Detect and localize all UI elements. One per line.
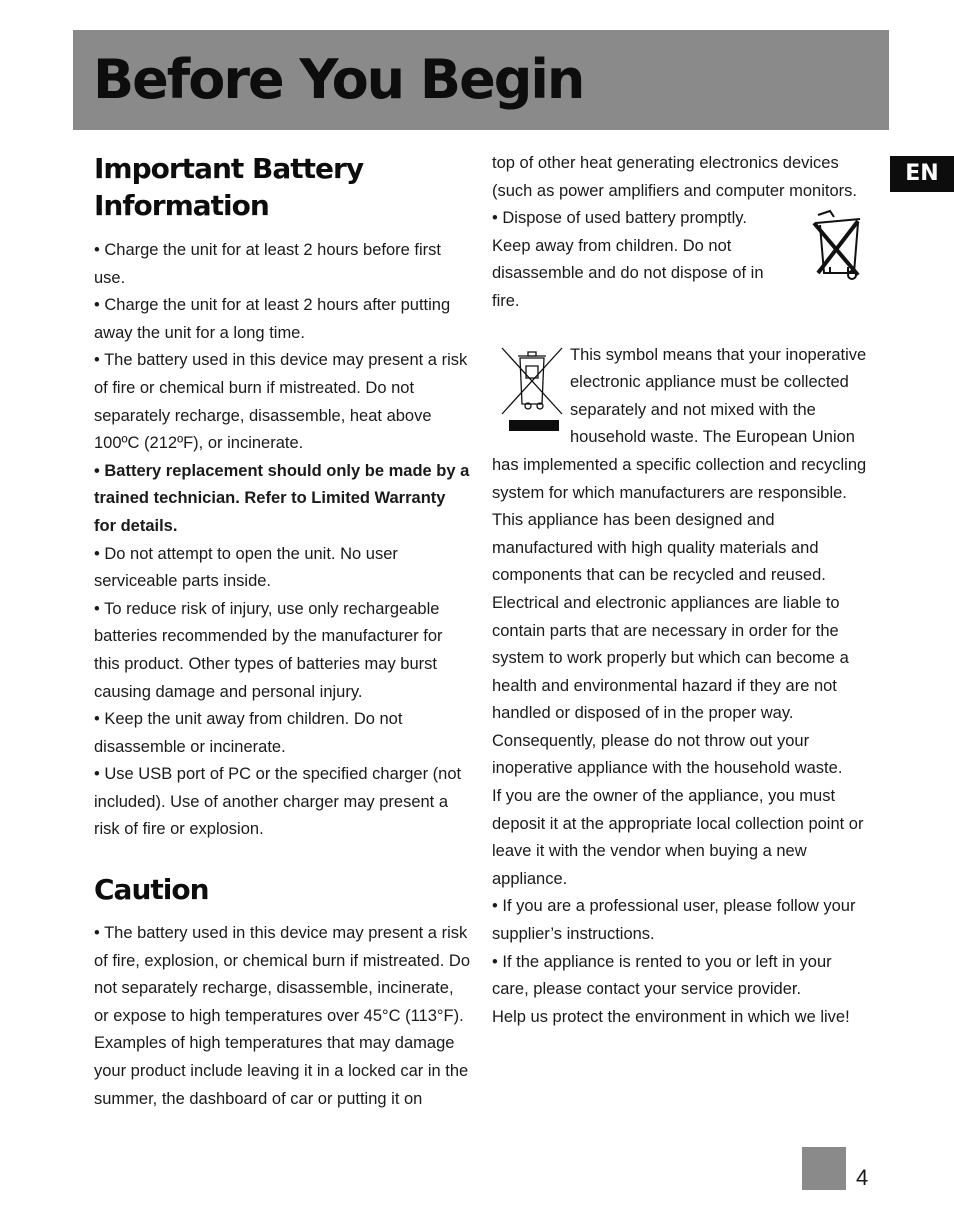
symbol-text: This symbol means that your inoperative electronic appliance must be collected separately and not mixed with the household waste. The European Union has implemented a specific collection and recycling system for which manufacturers are responsible. (492, 345, 867, 502)
battery-item: • Keep the unit away from children. Do not disassemble or incinerate. (94, 710, 403, 756)
dispose-text: • Dispose of used battery promptly. Keep away from children. Do not disassemble and do not dispose of in fire. (492, 209, 764, 310)
page-title: Before You Begin (93, 48, 584, 111)
battery-item: • Charge the unit for at least 2 hours before first use. (94, 241, 441, 287)
battery-item: • Use USB port of PC or the specified charger (not included). Use of another charger may present a risk of fire or explosion. (94, 765, 462, 839)
battery-heading-line1: Important Battery (94, 152, 364, 185)
body-paragraph: This appliance has been designed and manufactured with high quality materials and components that can be recycled and reused. (492, 511, 826, 585)
continued-text: top of other heat generating electronics devices (such as power amplifiers and computer monitors. (492, 154, 857, 200)
battery-item: • To reduce risk of injury, use only rechargeable batteries recommended by the manufacturer for this product. Other types of batteries may burst causing damage and personal injury. (94, 599, 443, 701)
body-paragraph: • If the appliance is rented to you or left in your care, please contact your service provider. (492, 952, 832, 999)
battery-item: • Charge the unit for at least 2 hours after putting away the unit for a long time. (94, 296, 451, 342)
left-column (94, 150, 470, 1113)
caution-text: • The battery used in this device may present a risk of fire, explosion, or chemical burn if mistreated. Do not separately recharge, disassemble, incinerate, or expose to high temperatures over 45°C (113°F). Examples of high temperatures that may damage your product include leaving it in a locked car in the summer, the dashboard of car or putting it on (94, 924, 470, 1108)
body-paragraph: Help us protect the environment in which we live! (492, 1007, 850, 1026)
battery-item-warning: • Battery replacement should only be made by a trained technician. Refer to Limited Warranty for details. (94, 461, 470, 535)
crossed-bin-icon (500, 346, 564, 416)
right-column (492, 150, 872, 1031)
language-tab: EN (890, 156, 954, 192)
weee-block (492, 342, 872, 508)
page-number: 4 (856, 1165, 869, 1190)
battery-item: • Do not attempt to open the unit. No user serviceable parts inside. (94, 544, 398, 591)
weee-bar (509, 420, 559, 431)
battery-heading (94, 150, 470, 224)
header-banner (73, 30, 889, 130)
caution-heading: Caution (94, 873, 209, 907)
battery-heading-line2: Information (94, 189, 269, 222)
battery-recycle-bin-icon (808, 209, 868, 283)
body-paragraph: • If you are a professional user, please follow your supplier’s instructions. (492, 897, 856, 944)
dispose-block (492, 205, 872, 315)
battery-item: • The battery used in this device may present a risk of fire or chemical burn if mistreated. Do not separately recharge, disassemble, heat above 100ºC (212ºF), or incinerate. (94, 351, 468, 453)
body-paragraph: Electrical and electronic appliances are liable to contain parts that are necessary in order for the system to work properly but which can become a health and environmental hazard if they are not handled or disposed of in the proper way. Consequently, please do not throw out your inoperative appliance with the household waste. (492, 593, 849, 778)
body-paragraph: If you are the owner of the appliance, you must deposit it at the appropriate local collection point or leave it with the vendor when buying a new appliance. (492, 787, 864, 888)
page-marker (802, 1147, 846, 1190)
weee-symbol (492, 342, 562, 432)
